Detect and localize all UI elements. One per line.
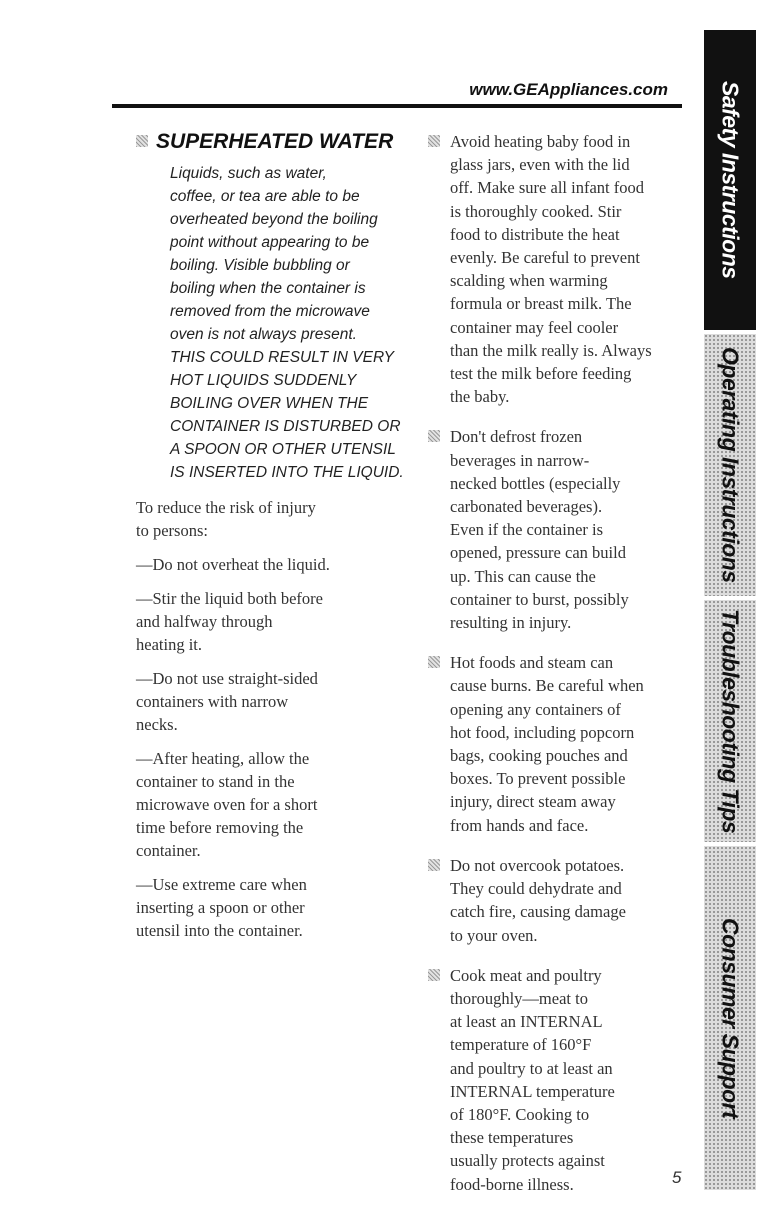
- paragraph-text: Hot foods and steam can cause burns. Be careful when opening any containers of hot food, including popcorn bags, cooking pouches and boxes. To prevent possible injury, direct steam away from hands and face.: [450, 653, 644, 835]
- paragraph-text: Do not overcook potatoes. They could dehydrate and catch fire, causing damage to your oven.: [450, 855, 626, 945]
- tab-consumer-support[interactable]: [704, 846, 756, 1190]
- paragraph-text: Cook meat and poultry thoroughly—meat to at least an INTERNAL temperature of 160°F and poultry to at least an INTERNAL temperature of 180°F. Cooking to these temperatures usually protects against food-borne illness.: [450, 965, 615, 1194]
- left-column: [136, 130, 406, 942]
- step-item: —After heating, allow the container to stand in the microwave oven for a short time before removing the container.: [136, 749, 318, 860]
- tab-label: Consumer Support: [717, 917, 744, 1119]
- tab-operating-instructions[interactable]: [704, 334, 756, 596]
- safety-paragraph: [428, 854, 688, 947]
- bullet-icon: [428, 135, 440, 147]
- safety-paragraph: [428, 651, 688, 837]
- tab-label: Safety Instructions: [717, 81, 744, 279]
- page-number: 5: [672, 1168, 682, 1187]
- right-column: [428, 130, 688, 1213]
- tab-label: Troubleshooting Tips: [717, 608, 744, 834]
- bullet-icon: [428, 969, 440, 981]
- tab-label: Operating Instructions: [717, 347, 744, 583]
- bullet-icon: [428, 656, 440, 668]
- bullet-icon: [136, 135, 148, 147]
- warning-text: Liquids, such as water, coffee, or tea are able to be overheated beyond the boiling point without appearing to be boiling. Visible bubbling or boiling when the container is removed from the microwave oven is not always present. THIS COULD RESULT IN VERY HOT LIQUIDS SUDDENLY BOILING OVER WHEN THE CONTAINER IS DISTURBED OR A SPOON OR OTHER UTENSIL IS INSERTED INTO THE LIQUID.: [170, 165, 404, 481]
- bullet-icon: [428, 430, 440, 442]
- step-item: —Do not use straight-sided containers with narrow necks.: [136, 669, 318, 734]
- safety-paragraph: [428, 964, 688, 1196]
- paragraph-text: Don't defrost frozen beverages in narrow- necked bottles (especially carbonated beverages). Even if the container is opened, pressure can build up. This can cause the container to burst, possibly resulting in injury.: [450, 427, 629, 633]
- safety-paragraph: [428, 425, 688, 634]
- step-item: —Use extreme care when inserting a spoon or other utensil into the container.: [136, 875, 307, 940]
- intro-text: To reduce the risk of injury to persons:: [136, 498, 316, 540]
- tab-safety-instructions[interactable]: [704, 30, 756, 330]
- header-rule: [112, 104, 682, 108]
- website-url: www.GEAppliances.com: [469, 80, 668, 99]
- step-item: —Stir the liquid both before and halfway through heating it.: [136, 589, 323, 654]
- safety-paragraph: [428, 130, 688, 408]
- tab-troubleshooting-tips[interactable]: [704, 600, 756, 842]
- paragraph-text: Avoid heating baby food in glass jars, even with the lid off. Make sure all infant food is thoroughly cooked. Stir food to distribute the heat evenly. Be careful to prevent scalding when warming formula or breast milk. The container may feel cooler than the milk really is. Always test the milk before feeding the baby.: [450, 132, 652, 407]
- heading-text: SUPERHEATED WATER: [156, 130, 394, 153]
- section-heading: [136, 130, 406, 154]
- step-item: —Do not overheat the liquid.: [136, 555, 330, 574]
- bullet-icon: [428, 859, 440, 871]
